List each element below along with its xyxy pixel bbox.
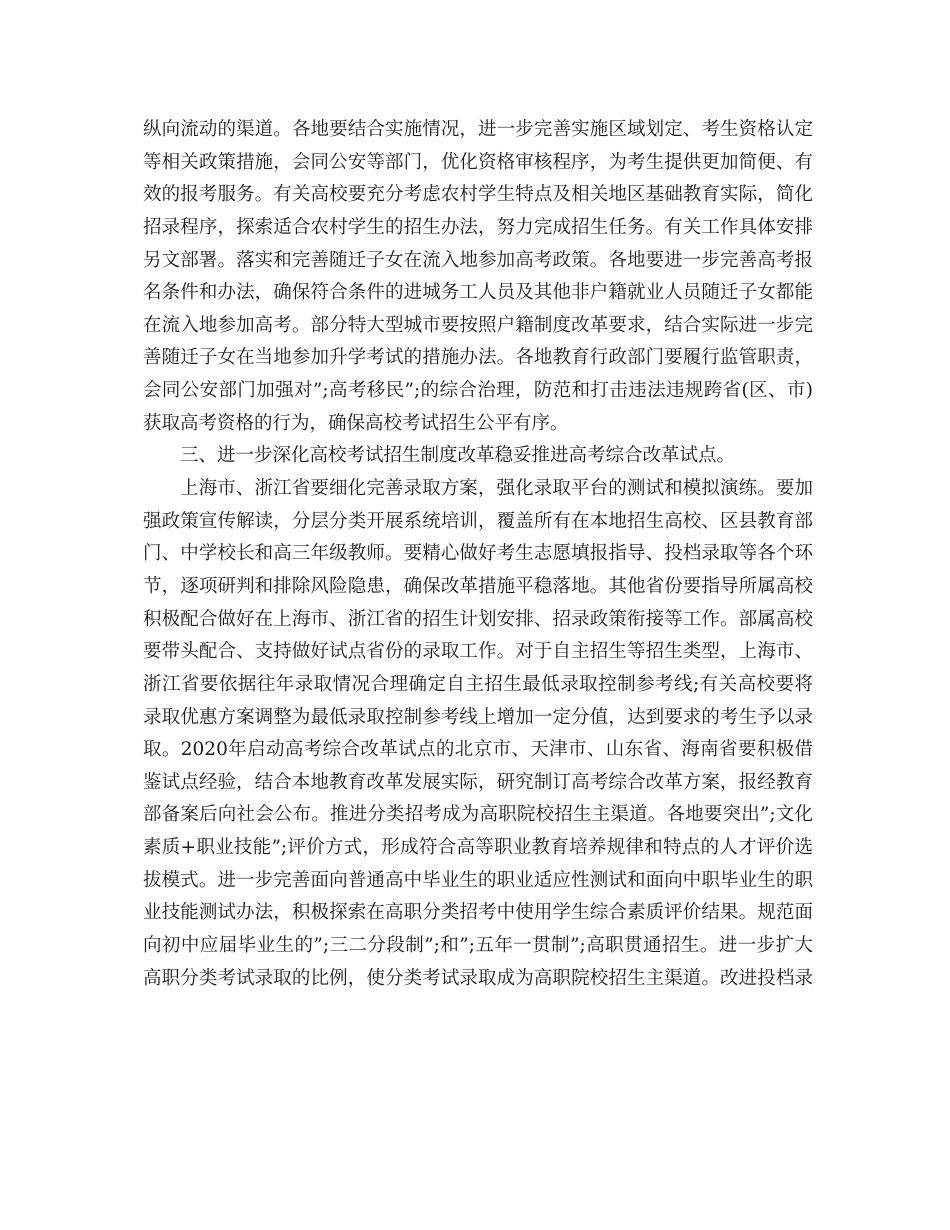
text-line: 善随迁子女在当地参加升学考试的措施办法。各地教育行政部门要履行监管职责，: [143, 347, 813, 369]
text-line: 等相关政策措施，会同公安等部门，优化资格审核程序，为考生提供更加简便、有: [143, 151, 813, 173]
text-line: 拔模式。进一步完善面向普通高中毕业生的职业适应性测试和面向中职毕业生的职: [143, 869, 813, 891]
text-line: 强政策宣传解读，分层分类开展系统培训，覆盖所有在本地招生高校、区县教育部: [143, 510, 813, 532]
section-heading: 三、进一步深化高校考试招生制度改革稳妥推进高考综合改革试点。: [180, 445, 736, 467]
text-line: 部备案后向社会公布。推进分类招考成为高职院校招生主渠道。各地要突出”;文化: [143, 804, 813, 826]
text-line: 积极配合做好在上海市、浙江省的招生计划安排、招录政策衔接等工作。部属高校: [143, 608, 813, 630]
text-line: 向初中应届毕业生的”;三二分段制”;和”;五年一贯制”;高职贯通招生。进一步扩大: [143, 935, 813, 957]
text-line: 效的报考服务。有关高校要充分考虑农村学生特点及相关地区基础教育实际，简化: [143, 184, 813, 206]
text-line: 高职分类考试录取的比例，使分类考试录取成为高职院校招生主渠道。改进投档录: [143, 967, 813, 989]
text-line: 要带头配合、支持做好试点省份的录取工作。对于自主招生等招生类型，上海市、: [143, 641, 813, 663]
text-line: 获取高考资格的行为，确保高校考试招生公平有序。: [143, 412, 569, 434]
text-line: 招录程序，探索适合农村学生的招生办法，努力完成招生任务。有关工作具体安排: [143, 216, 813, 238]
text-line: 纵向流动的渠道。各地要结合实施情况，进一步完善实施区域划定、考生资格认定: [143, 119, 813, 140]
text-line: 业技能测试办法，积极探索在高职分类招考中使用学生综合素质评价结果。规范面: [143, 902, 813, 924]
body-text: [143, 114, 813, 995]
text-line: 节，逐项研判和排除风险隐患，确保改革措施平稳落地。其他省份要指导所属高校: [143, 575, 813, 597]
text-line: 浙江省要依据往年录取情况合理确定自主招生最低录取控制参考线;有关高校要将: [143, 673, 813, 695]
text-line: 素质+职业技能”;评价方式，形成符合高等职业教育培养规律和特点的人才评价选: [143, 837, 813, 859]
paragraph-first-line: 上海市、浙江省要细化完善录取方案，强化录取平台的测试和模拟演练。要加: [180, 478, 813, 500]
text-line: 另文部署。落实和完善随迁子女在流入地参加高考政策。各地要进一步完善高考报: [143, 249, 813, 271]
text-line: 取。2020年启动高考综合改革试点的北京市、天津市、山东省、海南省要积极借: [143, 739, 813, 761]
text-line: 在流入地参加高考。部分特大型城市要按照户籍制度改革要求，结合实际进一步完: [143, 314, 813, 336]
text-line: 名条件和办法，确保符合条件的进城务工人员及其他非户籍就业人员随迁子女都能: [143, 282, 813, 304]
text-line: 门、中学校长和高三年级教师。要精心做好考生志愿填报指导、投档录取等各个环: [143, 543, 813, 565]
text-line: 录取优惠方案调整为最低录取控制参考线上增加一定分值，达到要求的考生予以录: [143, 706, 813, 728]
text-line: 鉴试点经验，结合本地教育改革发展实际，研究制订高考综合改革方案，报经教育: [143, 771, 813, 793]
text-line: 会同公安部门加强对”;高考移民”;的综合治理，防范和打击违法违规跨省(区、市): [143, 380, 813, 402]
